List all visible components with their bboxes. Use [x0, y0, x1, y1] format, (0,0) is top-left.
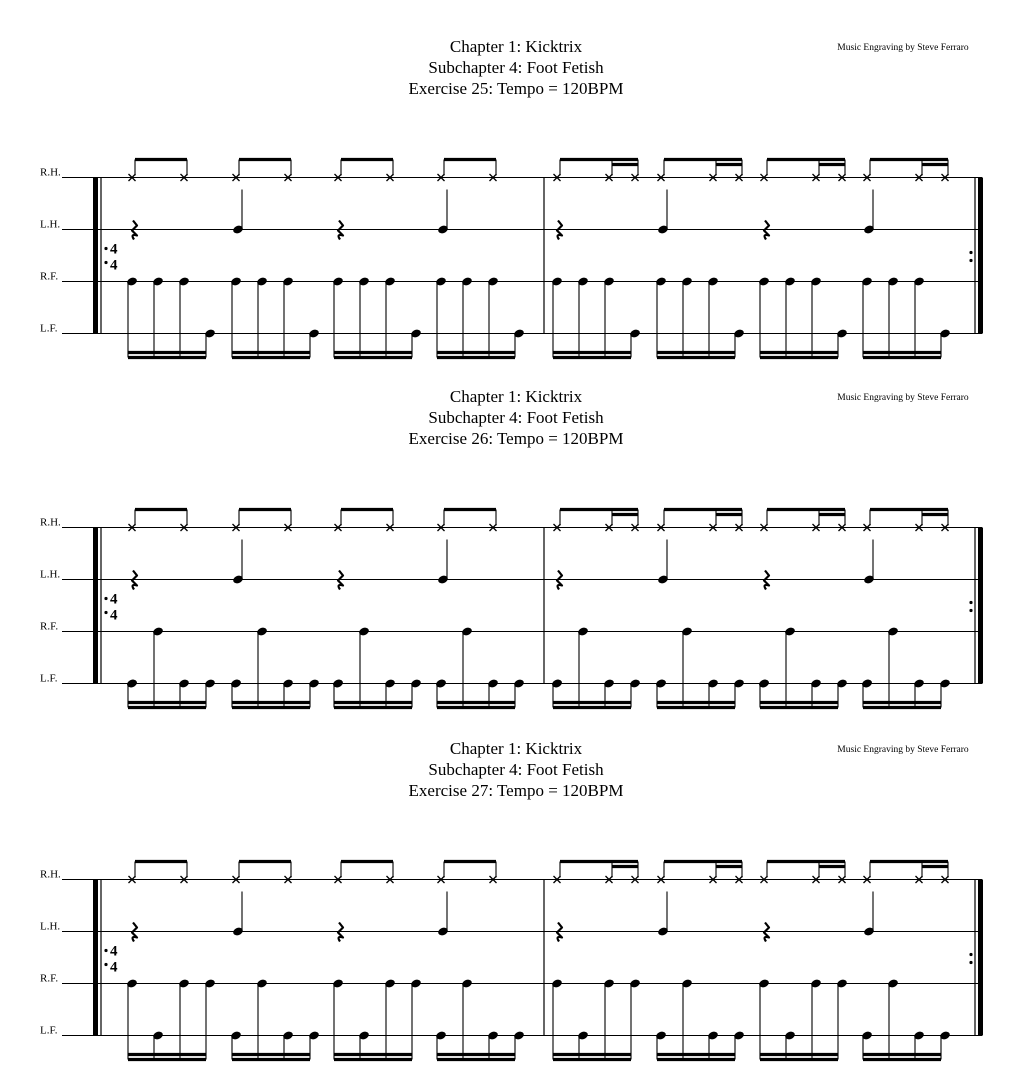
staff-label: L.F. [40, 672, 58, 685]
repeat-dot [969, 953, 972, 956]
end-repeat-thick-bar [978, 178, 983, 334]
repeat-dot [104, 247, 107, 250]
staff-label: L.H. [40, 218, 61, 231]
staff-label: L.F. [40, 1024, 58, 1037]
repeat-dot [969, 609, 972, 612]
repeat-dot [104, 611, 107, 614]
staff-label: L.H. [40, 568, 61, 581]
staff-label: L.F. [40, 322, 58, 335]
staff-label: L.H. [40, 920, 61, 933]
repeat-dot [969, 601, 972, 604]
engraving-credit: Music Engraving by Steve Ferraro [837, 745, 969, 755]
exercise-tempo-title: Exercise 27: Tempo = 120BPM [408, 781, 624, 800]
start-repeat-thick-bar [93, 178, 98, 334]
exercise-title-block [316, 36, 716, 99]
staff-label: R.H. [40, 868, 61, 881]
repeat-dot [104, 963, 107, 966]
repeat-dot [969, 259, 972, 262]
staff-label: R.H. [40, 516, 61, 529]
exercise-25 [0, 0, 1022, 360]
exercise-title-block [316, 738, 716, 801]
staff-label: R.H. [40, 166, 61, 179]
subchapter-title: Subchapter 4: Foot Fetish [428, 408, 604, 427]
staff-label: R.F. [40, 972, 59, 985]
time-signature-top: 4 [110, 943, 118, 960]
exercise-26 [0, 350, 1022, 710]
drum-score [0, 490, 1022, 715]
repeat-dot [969, 961, 972, 964]
time-signature-bottom: 4 [110, 959, 118, 976]
exercise-27 [0, 702, 1022, 1062]
staff-label: R.F. [40, 270, 59, 283]
exercise-tempo-title: Exercise 26: Tempo = 120BPM [408, 429, 624, 448]
start-repeat-thick-bar [93, 880, 98, 1036]
chapter-title: Chapter 1: Kicktrix [449, 387, 583, 406]
start-repeat-thick-bar [93, 528, 98, 684]
subchapter-title: Subchapter 4: Foot Fetish [428, 58, 604, 77]
drum-score [0, 140, 1022, 365]
repeat-dot [969, 251, 972, 254]
exercise-tempo-title: Exercise 25: Tempo = 120BPM [408, 79, 624, 98]
drum-score [0, 842, 1022, 1067]
staff-label: R.F. [40, 620, 59, 633]
chapter-title: Chapter 1: Kicktrix [449, 37, 583, 56]
repeat-dot [104, 597, 107, 600]
time-signature-top: 4 [110, 241, 118, 258]
time-signature-bottom: 4 [110, 257, 118, 274]
chapter-title: Chapter 1: Kicktrix [449, 739, 583, 758]
subchapter-title: Subchapter 4: Foot Fetish [428, 760, 604, 779]
engraving-credit: Music Engraving by Steve Ferraro [837, 393, 969, 403]
end-repeat-thick-bar [978, 528, 983, 684]
repeat-dot [104, 949, 107, 952]
exercise-title-block [316, 386, 716, 449]
time-signature-top: 4 [110, 591, 118, 608]
engraving-credit: Music Engraving by Steve Ferraro [837, 43, 969, 53]
repeat-dot [104, 261, 107, 264]
time-signature-bottom: 4 [110, 607, 118, 624]
end-repeat-thick-bar [978, 880, 983, 1036]
